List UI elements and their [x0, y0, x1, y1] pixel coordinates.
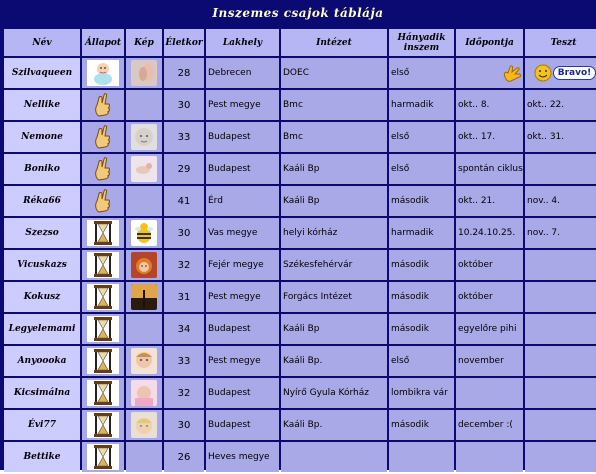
table-row	[4, 218, 596, 248]
crossed-fingers-icon	[87, 92, 119, 118]
date-cell	[456, 58, 523, 88]
status-cell	[82, 250, 124, 280]
institute-cell	[281, 442, 387, 472]
location-cell: Pest megye	[206, 282, 279, 312]
header-status: Állapot	[82, 29, 124, 56]
attempt-cell: harmadik	[389, 90, 454, 120]
member-name: Kicsimálna	[4, 378, 80, 408]
institute-cell: Kaáli Bp	[281, 154, 387, 184]
attempt-cell: első	[389, 122, 454, 152]
hourglass-icon	[87, 284, 119, 310]
location-cell: Budapest	[206, 378, 279, 408]
age-cell: 34	[164, 314, 204, 344]
location-cell: Budapest	[206, 154, 279, 184]
test-cell	[525, 154, 596, 184]
attempt-cell	[389, 442, 454, 472]
test-cell	[525, 442, 596, 472]
date-cell: október	[456, 282, 523, 312]
status-cell	[82, 410, 124, 440]
attempt-cell: második	[389, 314, 454, 344]
baby-icon	[87, 60, 119, 86]
status-cell	[82, 378, 124, 408]
location-cell: Vas megye	[206, 218, 279, 248]
member-name: Évi77	[4, 410, 80, 440]
date-cell	[456, 378, 523, 408]
age-cell: 30	[164, 90, 204, 120]
crossed-fingers-icon	[87, 188, 119, 214]
photo-cell	[126, 378, 162, 408]
member-name: Anyoooka	[4, 346, 80, 376]
location-cell: Budapest	[206, 314, 279, 344]
test-cell	[525, 378, 596, 408]
header-date: Időpontja	[456, 29, 523, 56]
location-cell: Pest megye	[206, 90, 279, 120]
avatar-bee-icon	[131, 220, 157, 246]
photo-cell	[126, 250, 162, 280]
header-institute: Intézet	[281, 29, 387, 56]
date-cell: november	[456, 346, 523, 376]
attempt-cell: első	[389, 58, 454, 88]
institute-cell: Székesfehérvár	[281, 250, 387, 280]
attempt-cell: lombikra vár	[389, 378, 454, 408]
crossed-fingers-icon	[87, 124, 119, 150]
date-cell: egyelőre pihi	[456, 314, 523, 344]
photo-cell	[126, 90, 162, 120]
header-attempt: Hányadik inszem	[389, 29, 454, 56]
attempt-cell: második	[389, 250, 454, 280]
photo-cell	[126, 314, 162, 344]
date-cell: okt.. 17.	[456, 122, 523, 152]
attempt-cell: második	[389, 410, 454, 440]
table-title-bar	[0, 0, 596, 26]
photo-cell	[126, 442, 162, 472]
age-cell: 33	[164, 122, 204, 152]
hourglass-icon	[87, 444, 119, 470]
header-row	[4, 29, 596, 56]
test-cell	[525, 250, 596, 280]
age-cell: 32	[164, 250, 204, 280]
photo-cell	[126, 186, 162, 216]
header-test: Teszt	[525, 29, 596, 56]
date-cell: 10.24.10.25.	[456, 218, 523, 248]
thumbs-up-smiley-icon	[533, 69, 553, 79]
table-row	[4, 346, 596, 376]
institute-cell: Bmc	[281, 122, 387, 152]
institute-cell: helyi kórház	[281, 218, 387, 248]
table-title: Inszemes csajok táblája	[212, 6, 384, 20]
test-cell: okt.. 31.	[525, 122, 596, 152]
avatar-toddler-icon	[131, 348, 157, 374]
member-name: Szilvaqueen	[4, 58, 80, 88]
test-cell	[525, 58, 596, 88]
hourglass-icon	[87, 252, 119, 278]
institute-cell: DOEC	[281, 58, 387, 88]
status-cell	[82, 314, 124, 344]
waving-hand-icon	[501, 69, 523, 79]
attempt-cell: második	[389, 186, 454, 216]
attempt-cell: második	[389, 282, 454, 312]
test-cell	[525, 346, 596, 376]
table-row	[4, 90, 596, 120]
institute-cell: Bmc	[281, 90, 387, 120]
test-cell	[525, 282, 596, 312]
age-cell: 31	[164, 282, 204, 312]
photo-cell	[126, 218, 162, 248]
member-name: Nemone	[4, 122, 80, 152]
date-cell: december :(	[456, 410, 523, 440]
member-name: Boniko	[4, 154, 80, 184]
test-cell	[525, 410, 596, 440]
avatar-sunset-icon	[131, 284, 157, 310]
avatar-girl-face-icon	[131, 252, 157, 278]
header-name: Név	[4, 29, 80, 56]
member-name: Szezso	[4, 218, 80, 248]
age-cell: 30	[164, 218, 204, 248]
photo-cell	[126, 154, 162, 184]
hourglass-icon	[87, 220, 119, 246]
attempt-cell: első	[389, 346, 454, 376]
date-cell: spontán ciklus	[456, 154, 523, 184]
photo-cell	[126, 58, 162, 88]
status-cell	[82, 186, 124, 216]
header-age: Életkor	[164, 29, 204, 56]
table-row	[4, 250, 596, 280]
age-cell: 41	[164, 186, 204, 216]
member-name: Nellike	[4, 90, 80, 120]
avatar-baby-feet-icon	[131, 60, 157, 86]
table-row	[4, 410, 596, 440]
date-cell: okt.. 21.	[456, 186, 523, 216]
avatar-baby-face-icon	[131, 124, 157, 150]
status-cell	[82, 58, 124, 88]
institute-cell: Kaáli Bp	[281, 186, 387, 216]
photo-cell	[126, 346, 162, 376]
age-cell: 30	[164, 410, 204, 440]
member-name: Vicuskazs	[4, 250, 80, 280]
table-row	[4, 154, 596, 184]
photo-cell	[126, 410, 162, 440]
location-cell: Fejér megye	[206, 250, 279, 280]
photo-cell	[126, 122, 162, 152]
location-cell: Debrecen	[206, 58, 279, 88]
crossed-fingers-icon	[87, 156, 119, 182]
age-cell: 28	[164, 58, 204, 88]
age-cell: 26	[164, 442, 204, 472]
table-row	[4, 378, 596, 408]
avatar-baby-pink-icon	[131, 380, 157, 406]
location-cell: Budapest	[206, 410, 279, 440]
insem-table	[2, 27, 596, 474]
location-cell: Pest megye	[206, 346, 279, 376]
test-cell: nov.. 4.	[525, 186, 596, 216]
attempt-cell: első	[389, 154, 454, 184]
table-row	[4, 282, 596, 312]
avatar-baby-blonde-icon	[131, 412, 157, 438]
status-cell	[82, 218, 124, 248]
member-name: Kokusz	[4, 282, 80, 312]
avatar-stork-icon	[131, 156, 157, 182]
age-cell: 29	[164, 154, 204, 184]
table-row	[4, 314, 596, 344]
hourglass-icon	[87, 412, 119, 438]
institute-cell: Kaáli Bp	[281, 314, 387, 344]
table-row	[4, 442, 596, 472]
test-cell: okt.. 22.	[525, 90, 596, 120]
hourglass-icon	[87, 316, 119, 342]
member-name: Bettike	[4, 442, 80, 472]
header-photo: Kép	[126, 29, 162, 56]
date-cell: okt.. 8.	[456, 90, 523, 120]
institute-cell: Kaáli Bp.	[281, 410, 387, 440]
photo-cell	[126, 282, 162, 312]
age-cell: 32	[164, 378, 204, 408]
header-location: Lakhely	[206, 29, 279, 56]
location-cell: Heves megye	[206, 442, 279, 472]
institute-cell: Nyírő Gyula Kórház	[281, 378, 387, 408]
institute-cell: Forgács Intézet	[281, 282, 387, 312]
member-name: Legyelemami	[4, 314, 80, 344]
date-cell	[456, 442, 523, 472]
status-cell	[82, 122, 124, 152]
status-cell	[82, 442, 124, 472]
test-cell	[525, 314, 596, 344]
hourglass-icon	[87, 348, 119, 374]
status-cell	[82, 346, 124, 376]
bravo-badge: Bravo!	[553, 66, 596, 80]
date-cell: október	[456, 250, 523, 280]
status-cell	[82, 282, 124, 312]
location-cell: Érd	[206, 186, 279, 216]
age-cell: 33	[164, 346, 204, 376]
status-cell	[82, 154, 124, 184]
institute-cell: Kaáli Bp.	[281, 346, 387, 376]
location-cell: Budapest	[206, 122, 279, 152]
table-row	[4, 58, 596, 88]
status-cell	[82, 90, 124, 120]
attempt-cell: harmadik	[389, 218, 454, 248]
member-name: Réka66	[4, 186, 80, 216]
table-row	[4, 122, 596, 152]
table-row	[4, 186, 596, 216]
test-cell: nov.. 7.	[525, 218, 596, 248]
hourglass-icon	[87, 380, 119, 406]
